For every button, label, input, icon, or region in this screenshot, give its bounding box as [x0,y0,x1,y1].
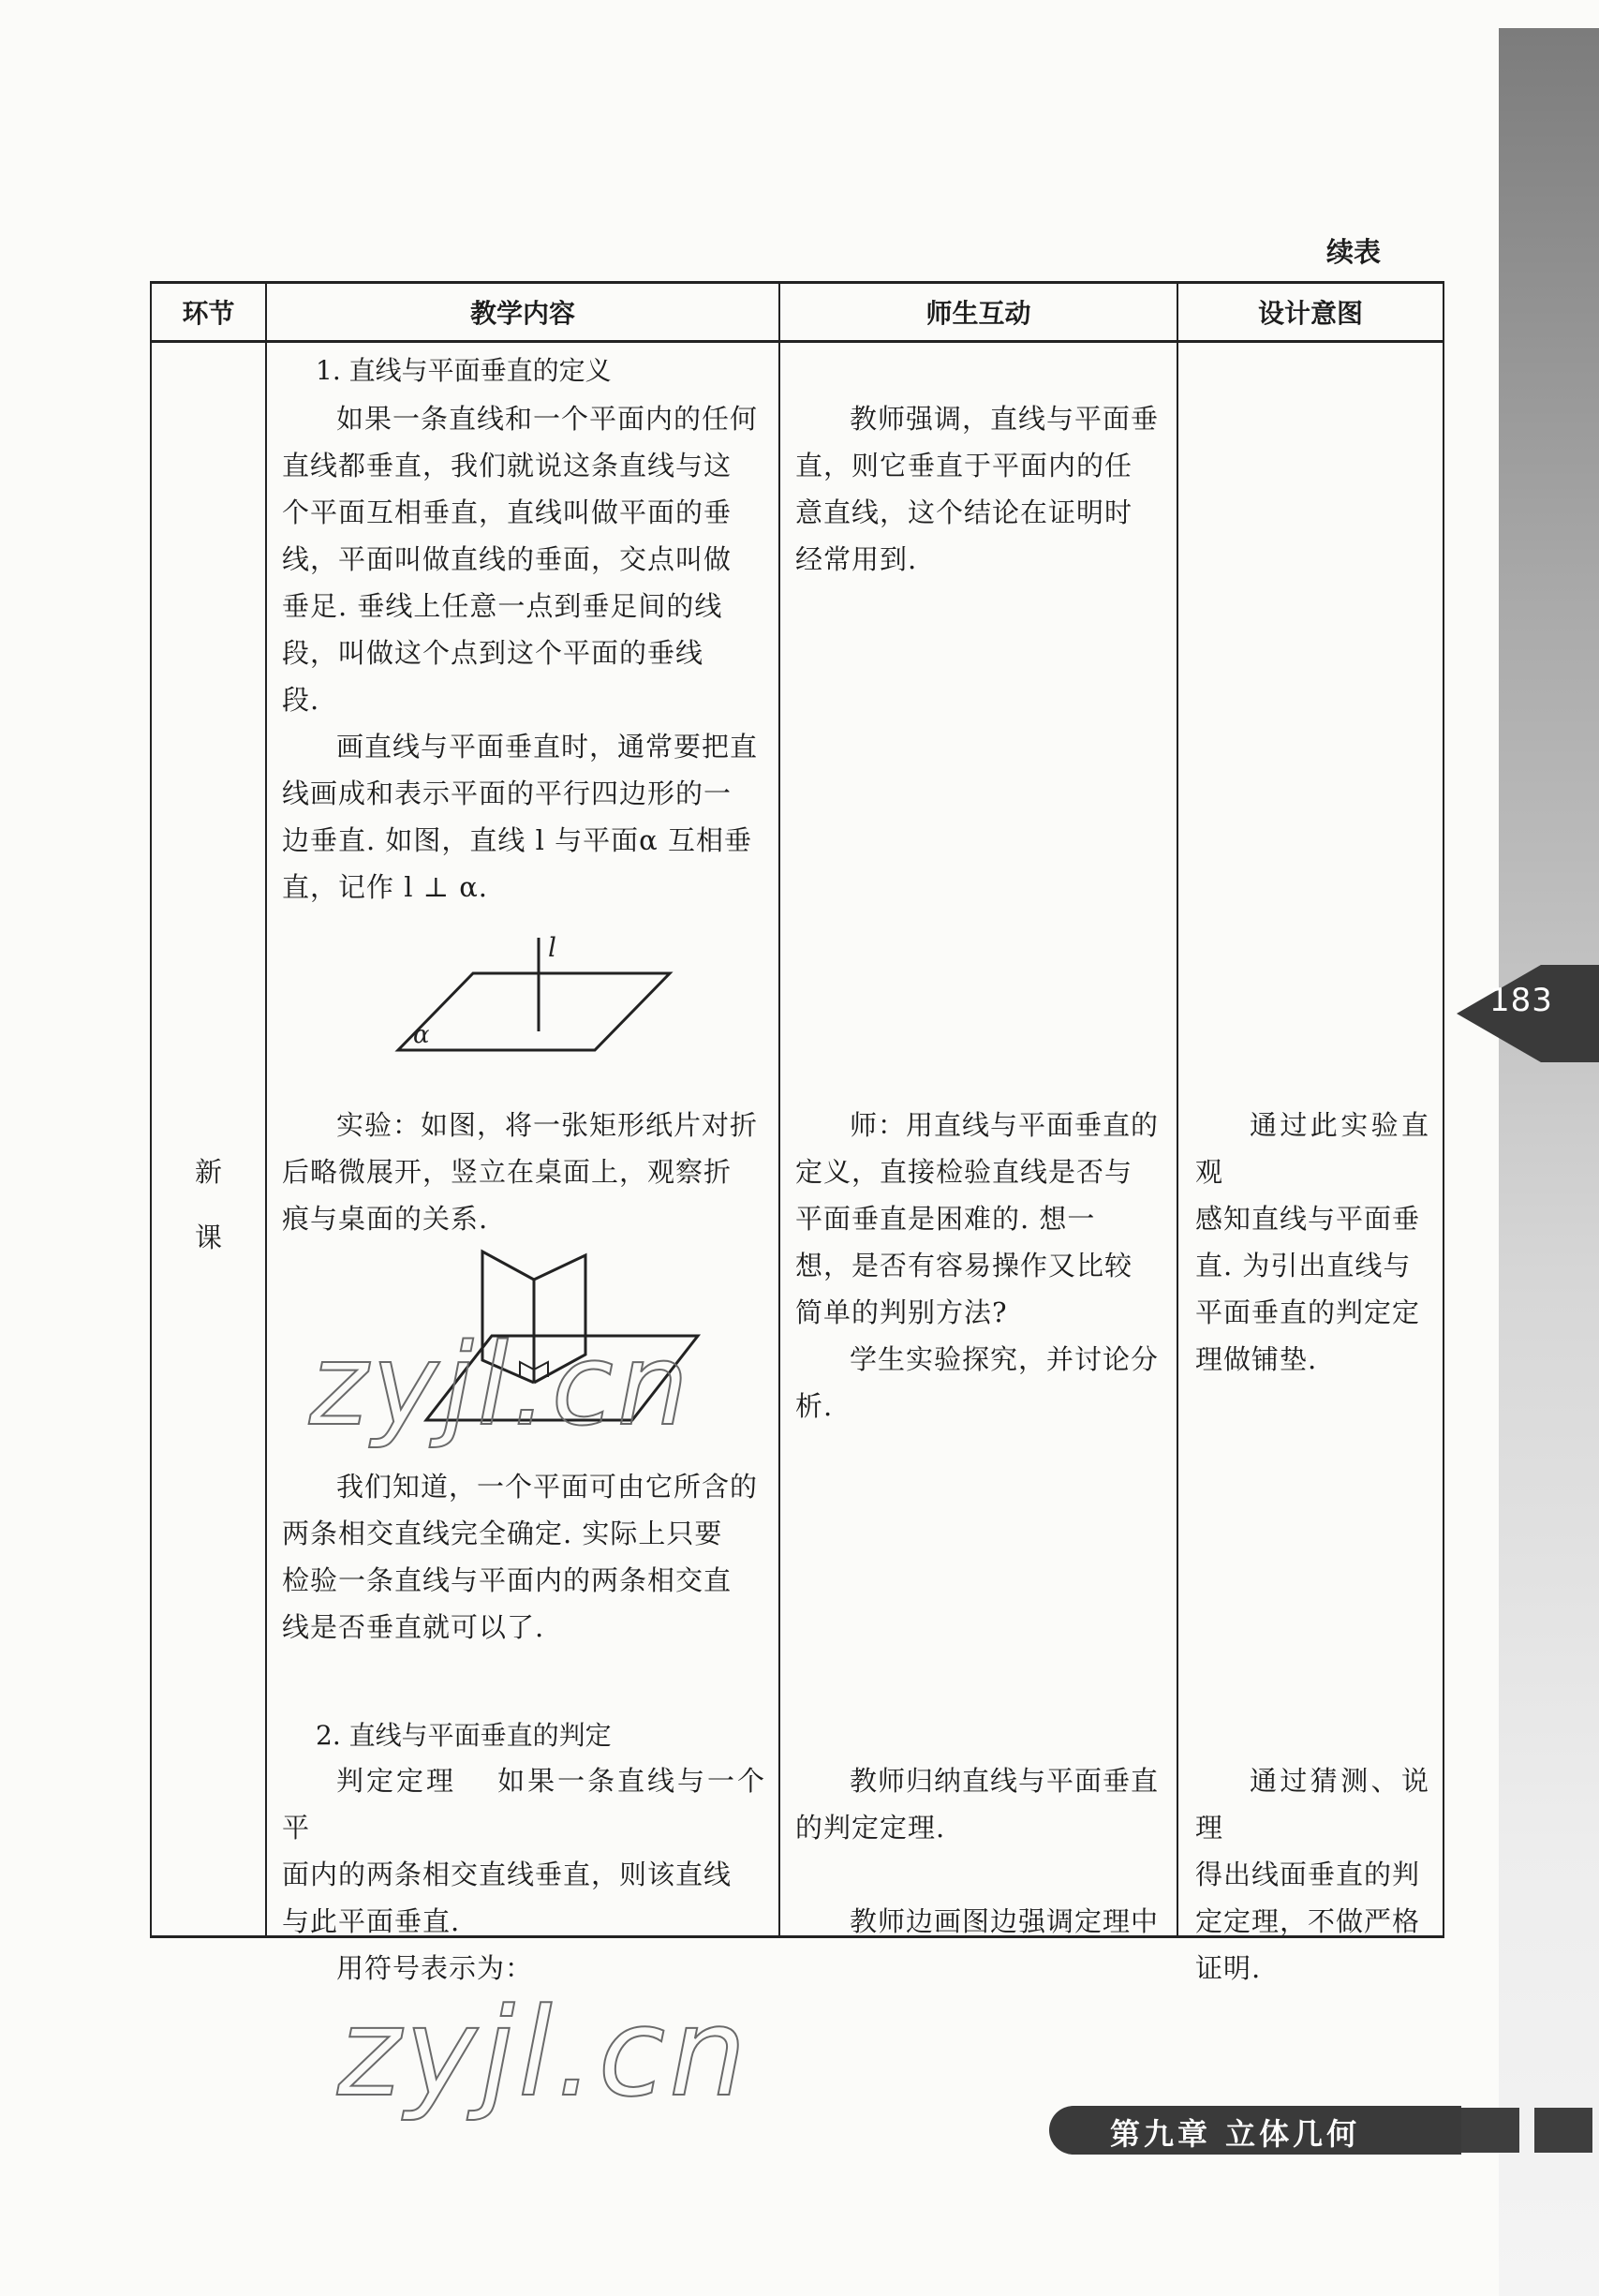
intent-block: 通过猜测、说理 得出线面垂直的判 定定理，不做严格 证明. [1195,1765,1429,1984]
page-number: 183 [1489,982,1553,1019]
table-header-row [151,283,1444,342]
stage-label: 新 课 [194,1156,222,1253]
svg-text:l: l [548,932,556,963]
footer-block [1534,2108,1592,2153]
watermark: zyjl.cn [309,1321,692,1451]
watermark: zyjl.cn [337,1981,750,2124]
interaction-block: 教师边画图边强调定理中 [850,1905,1160,1937]
drawing-convention-paragraph: 画直线与平面垂直时，通常要把直 线画成和表示平面的平行四边形的一 边垂直. 如图，直线 l 与平面α 互相垂 直，记作 l ⊥ α. [282,731,759,903]
experiment-paragraph: 实验：如图，将一张矩形纸片对折 后略微展开，竖立在桌面上，观察折 痕与桌面的关系. [282,1109,759,1235]
header-intent: 设计意图 [1177,283,1444,342]
interaction-cell [779,342,1177,1937]
table-row [151,342,1444,1937]
lesson-table [150,281,1444,1984]
reasoning-paragraph: 我们知道，一个平面可由它所含的 两条相交直线完全确定. 实际上只要 检验一条直线与平面内的两条相交直 线是否垂直就可以了. [282,1471,759,1643]
svg-text:α: α [413,1021,430,1049]
intent-block: 通过此实验直观 感知直线与平面垂 直. 为引出直线与 平面垂直的判定定 理做铺垫. [1195,1109,1429,1375]
definition-paragraph: 如果一条直线和一个平面内的任何 直线都垂直，我们就说这条直线与这 个平面互相垂直，直线叫做平面的垂 线，平面叫做直线的垂面，交点叫做 垂足. 垂线上任意一点到垂足间的线 段，叫做这个点到这个平面的垂线 段. [282,403,759,716]
intent-cell [1177,342,1444,1984]
criterion-paragraph: 判定定理 如果一条直线与一个平 面内的两条相交直线垂直，则该直线 与此平面垂直. 用符号表示为： [282,1765,765,1984]
stage-cell [151,342,266,1937]
interaction-block: 教师归纳直线与平面垂直 的判定定理. [795,1765,1160,1844]
interaction-block: 教师强调，直线与平面垂 直，则它垂直于平面内的任 意直线，这个结论在证明时 经常用到. [795,403,1160,575]
header-interaction: 师生互动 [779,283,1177,342]
page-edge-band [1499,28,1599,2296]
continued-label: 续表 [1326,236,1382,268]
interaction-block: 师：用直线与平面垂直的 定义，直接检验直线是否与 平面垂直是困难的. 想一 想，是否有容易操作又比较 简单的判别方法? 学生实验探究，并讨论分 析. [795,1109,1160,1422]
content-cell [266,342,779,1984]
chapter-title: 第九章 立体几何 [1110,2116,1361,2152]
header-stage: 环节 [151,283,266,342]
header-content: 教学内容 [266,283,779,342]
line-perpendicular-plane-figure [389,928,688,1078]
section-title-definition: 1. 直线与平面垂直的定义 [316,355,612,386]
section-title-criterion: 2. 直线与平面垂直的判定 [316,1720,612,1751]
footer-block [1461,2108,1519,2153]
